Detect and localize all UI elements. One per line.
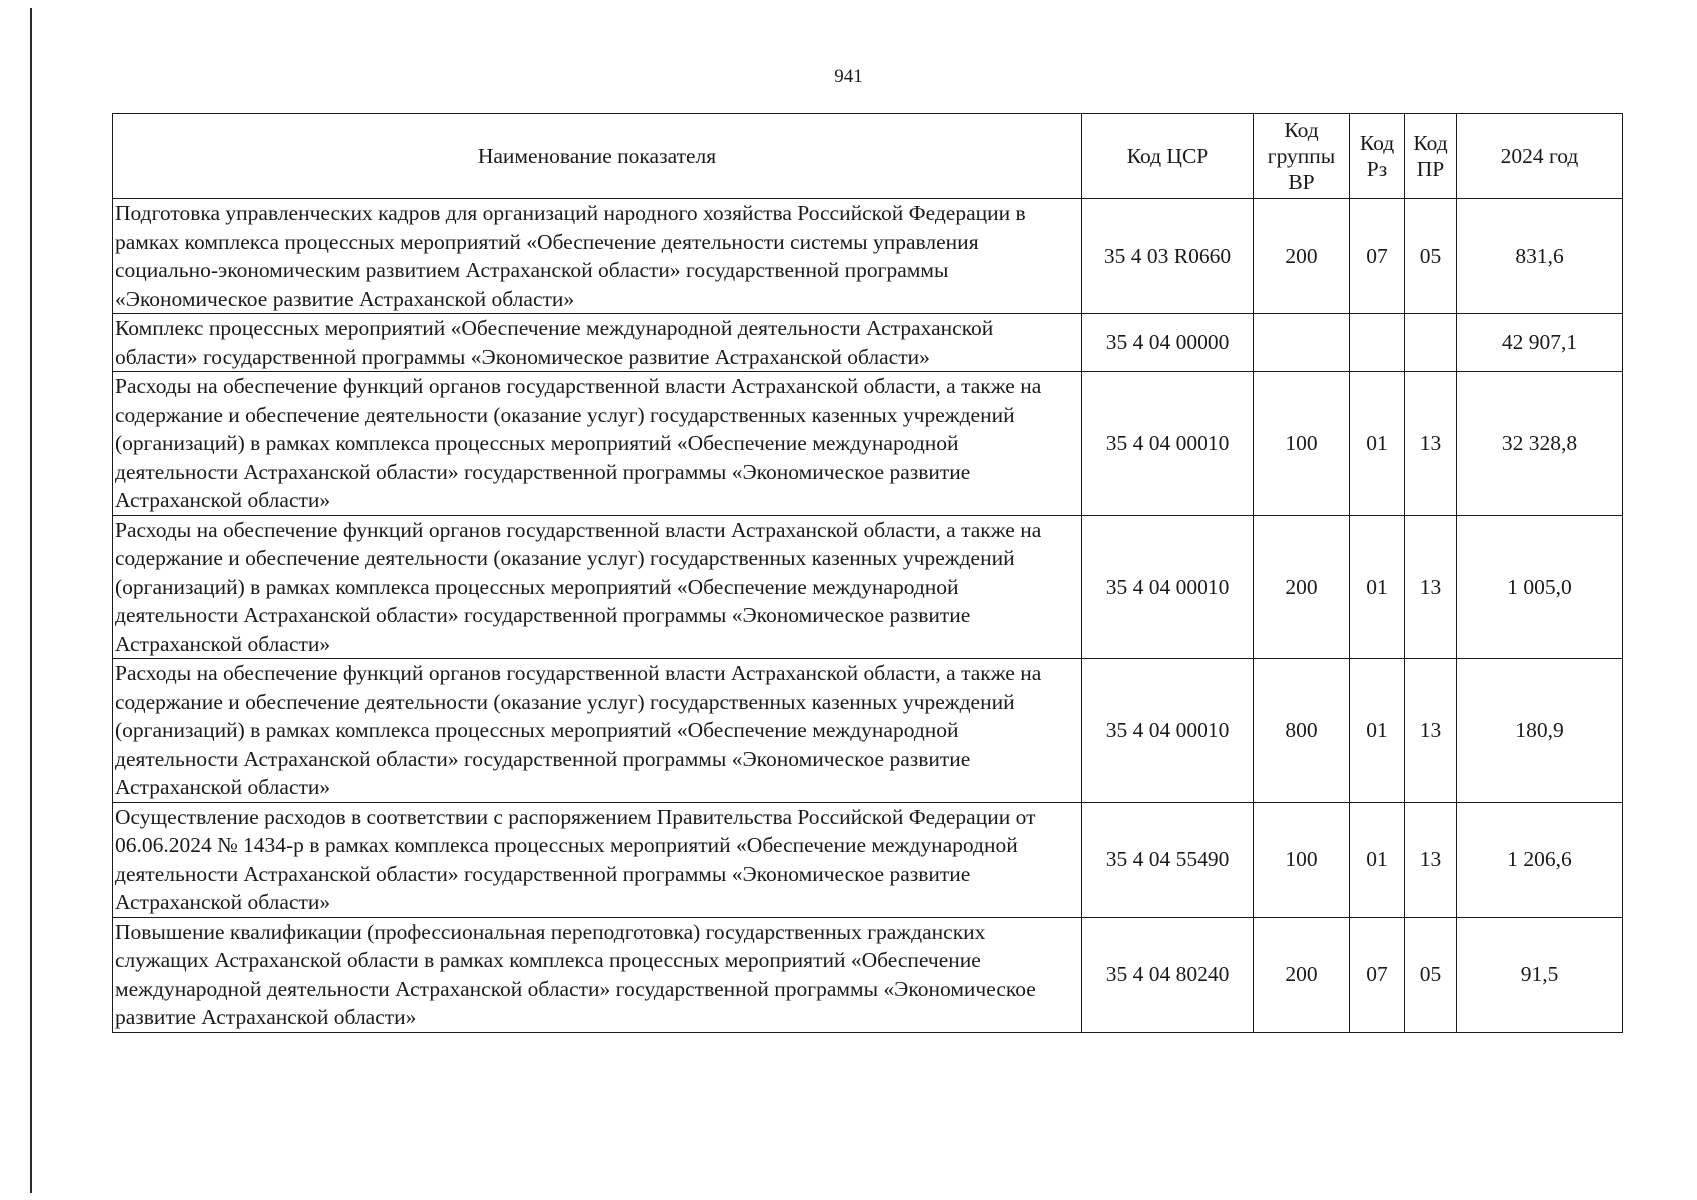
cell-pr: 13 (1405, 515, 1457, 659)
cell-vr: 100 (1254, 372, 1350, 516)
table-row (113, 659, 1623, 803)
table-row (113, 515, 1623, 659)
header-vr: Код группы ВР (1254, 114, 1350, 199)
table-row (113, 917, 1623, 1032)
cell-name: Расходы на обеспечение функций органов государственной власти Астраханской области, а также на содержание и обеспечение деятельности (оказание услуг) государственных казенных учреждений (организаций) в рамках комплекса процессных мероприятий «Обеспечение международной деятельности Астраханской области» государственной программы «Экономическое развитие Астраханской области» (113, 372, 1082, 516)
cell-pr: 13 (1405, 659, 1457, 803)
cell-csr: 35 4 04 00010 (1082, 515, 1254, 659)
cell-vr: 800 (1254, 659, 1350, 803)
cell-pr: 13 (1405, 372, 1457, 516)
table-row (113, 199, 1623, 314)
cell-name: Подготовка управленческих кадров для организаций народного хозяйства Российской Федерации в рамках комплекса процессных мероприятий «Обеспечение деятельности системы управления социально-экономическим развитием Астраханской области» государственной программы «Экономическое развитие Астраханской области» (113, 199, 1082, 314)
cell-name: Осуществление расходов в соответствии с распоряжением Правительства Российской Федерации от 06.06.2024 № 1434-р в рамках комплекса процессных мероприятий «Обеспечение международной деятельности Астраханской области» государственной программы «Экономическое развитие Астраханской области» (113, 802, 1082, 917)
cell-vr: 200 (1254, 515, 1350, 659)
cell-vr: 200 (1254, 917, 1350, 1032)
header-sum: 2024 год (1457, 114, 1623, 199)
header-csr: Код ЦСР (1082, 114, 1254, 199)
table-row (113, 314, 1623, 372)
cell-csr: 35 4 04 00010 (1082, 372, 1254, 516)
cell-sum: 1 206,6 (1457, 802, 1623, 917)
page-number: 941 (834, 66, 863, 87)
cell-pr: 05 (1405, 199, 1457, 314)
cell-sum: 180,9 (1457, 659, 1623, 803)
header-name: Наименование показателя (113, 114, 1082, 199)
cell-vr: 100 (1254, 802, 1350, 917)
cell-name: Расходы на обеспечение функций органов государственной власти Астраханской области, а также на содержание и обеспечение деятельности (оказание услуг) государственных казенных учреждений (организаций) в рамках комплекса процессных мероприятий «Обеспечение международной деятельности Астраханской области» государственной программы «Экономическое развитие Астраханской области» (113, 659, 1082, 803)
cell-vr (1254, 314, 1350, 372)
cell-sum: 91,5 (1457, 917, 1623, 1032)
table-row (113, 372, 1623, 516)
cell-name: Комплекс процессных мероприятий «Обеспечение международной деятельности Астраханской области» государственной программы «Экономическое развитие Астраханской области» (113, 314, 1082, 372)
cell-rz: 01 (1350, 515, 1405, 659)
budget-table (112, 113, 1623, 1033)
table-header-row (113, 114, 1623, 199)
cell-rz: 01 (1350, 802, 1405, 917)
cell-pr: 13 (1405, 802, 1457, 917)
header-pr: Код ПР (1405, 114, 1457, 199)
cell-csr: 35 4 04 80240 (1082, 917, 1254, 1032)
cell-pr: 05 (1405, 917, 1457, 1032)
cell-csr: 35 4 04 55490 (1082, 802, 1254, 917)
cell-sum: 831,6 (1457, 199, 1623, 314)
cell-vr: 200 (1254, 199, 1350, 314)
header-rz: Код Рз (1350, 114, 1405, 199)
cell-name: Расходы на обеспечение функций органов государственной власти Астраханской области, а также на содержание и обеспечение деятельности (оказание услуг) государственных казенных учреждений (организаций) в рамках комплекса процессных мероприятий «Обеспечение международной деятельности Астраханской области» государственной программы «Экономическое развитие Астраханской области» (113, 515, 1082, 659)
cell-pr (1405, 314, 1457, 372)
cell-sum: 42 907,1 (1457, 314, 1623, 372)
cell-csr: 35 4 04 00010 (1082, 659, 1254, 803)
cell-name: Повышение квалификации (профессиональная переподготовка) государственных гражданских служащих Астраханской области в рамках комплекса процессных мероприятий «Обеспечение международной деятельности Астраханской области» государственной программы «Экономическое развитие Астраханской области» (113, 917, 1082, 1032)
cell-csr: 35 4 03 R0660 (1082, 199, 1254, 314)
cell-rz (1350, 314, 1405, 372)
cell-rz: 01 (1350, 372, 1405, 516)
cell-sum: 32 328,8 (1457, 372, 1623, 516)
cell-csr: 35 4 04 00000 (1082, 314, 1254, 372)
cell-sum: 1 005,0 (1457, 515, 1623, 659)
cell-rz: 07 (1350, 199, 1405, 314)
scan-edge-line (30, 8, 32, 1193)
cell-rz: 07 (1350, 917, 1405, 1032)
cell-rz: 01 (1350, 659, 1405, 803)
table-row (113, 802, 1623, 917)
